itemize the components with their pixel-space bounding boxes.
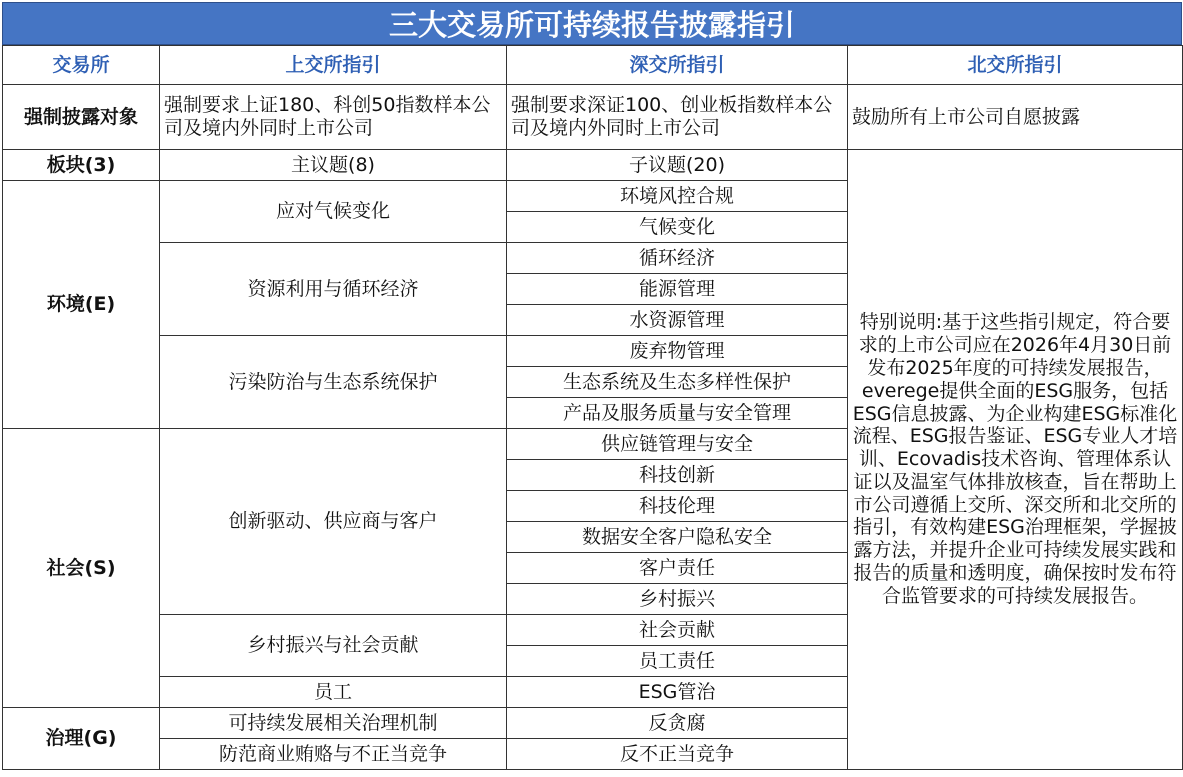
header-exchange: 交易所 bbox=[3, 46, 160, 85]
section-row bbox=[3, 150, 1183, 181]
header-szse: 深交所指引 bbox=[507, 46, 848, 85]
main-topics-header: 主议题(8) bbox=[160, 150, 507, 181]
sub-topic: 数据安全客户隐私安全 bbox=[507, 522, 848, 553]
sub-topic: 能源管理 bbox=[507, 274, 848, 305]
main-topic: 污染防治与生态系统保护 bbox=[160, 336, 507, 429]
main-topic: 防范商业贿赂与不正当竞争 bbox=[160, 739, 507, 770]
governance-label: 治理(G) bbox=[3, 708, 160, 770]
social-label: 社会(S) bbox=[3, 429, 160, 708]
sub-topic: 社会贡献 bbox=[507, 615, 848, 646]
sub-topic: 废弃物管理 bbox=[507, 336, 848, 367]
sub-topic: 循环经济 bbox=[507, 243, 848, 274]
disclosure-table bbox=[2, 45, 1183, 770]
main-topic: 应对气候变化 bbox=[160, 181, 507, 243]
header-sse: 上交所指引 bbox=[160, 46, 507, 85]
sub-topic: 科技创新 bbox=[507, 460, 848, 491]
main-topic: 创新驱动、供应商与客户 bbox=[160, 429, 507, 615]
disclosure-sse: 强制要求上证180、科创50指数样本公司及境内外同时上市公司 bbox=[160, 85, 507, 150]
sub-topic: 产品及服务质量与安全管理 bbox=[507, 398, 848, 429]
sub-topics-header: 子议题(20) bbox=[507, 150, 848, 181]
sub-topic: 反不正当竞争 bbox=[507, 739, 848, 770]
disclosure-label: 强制披露对象 bbox=[3, 85, 160, 150]
sub-topic: 气候变化 bbox=[507, 212, 848, 243]
environment-label: 环境(E) bbox=[3, 181, 160, 429]
document-title: 三大交易所可持续报告披露指引 bbox=[2, 2, 1182, 45]
sub-topic: 反贪腐 bbox=[507, 708, 848, 739]
main-topic: 可持续发展相关治理机制 bbox=[160, 708, 507, 739]
sub-topic: 客户责任 bbox=[507, 553, 848, 584]
sub-topic: 科技伦理 bbox=[507, 491, 848, 522]
section-label: 板块(3) bbox=[3, 150, 160, 181]
sub-topic: 员工责任 bbox=[507, 646, 848, 677]
disclosure-bse: 鼓励所有上市公司自愿披露 bbox=[848, 85, 1183, 150]
main-topic: 乡村振兴与社会贡献 bbox=[160, 615, 507, 677]
special-note: 特别说明:基于这些指引规定，符合要求的上市公司应在2026年4月30日前发布2025年度的可持续发展报告，everege提供全面的ESG服务，包括ESG信息披露、为企业构建ESG标准化流程、ESG报告鉴证、ESG专业人才培训、Ecovadis技术咨询、管理体系认证以及温室气体排放核查，旨在帮助上市公司遵循上交所、深交所和北交所的指引，有效构建ESG治理框架，学握披露方法，并提升企业可持续发展实践和报告的质量和透明度，确保按时发布符合监管要求的可持续发展报告。 bbox=[848, 150, 1183, 770]
disclosure-szse: 强制要求深证100、创业板指数样本公司及境内外同时上市公司 bbox=[507, 85, 848, 150]
sub-topic: 水资源管理 bbox=[507, 305, 848, 336]
disclosure-row bbox=[3, 85, 1183, 150]
header-row bbox=[3, 46, 1183, 85]
header-bse: 北交所指引 bbox=[848, 46, 1183, 85]
main-topic: 员工 bbox=[160, 677, 507, 708]
sub-topic: 乡村振兴 bbox=[507, 584, 848, 615]
sub-topic: 生态系统及生态多样性保护 bbox=[507, 367, 848, 398]
sub-topic: ESG管治 bbox=[507, 677, 848, 708]
main-topic: 资源利用与循环经济 bbox=[160, 243, 507, 336]
sub-topic: 供应链管理与安全 bbox=[507, 429, 848, 460]
sub-topic: 环境风控合规 bbox=[507, 181, 848, 212]
